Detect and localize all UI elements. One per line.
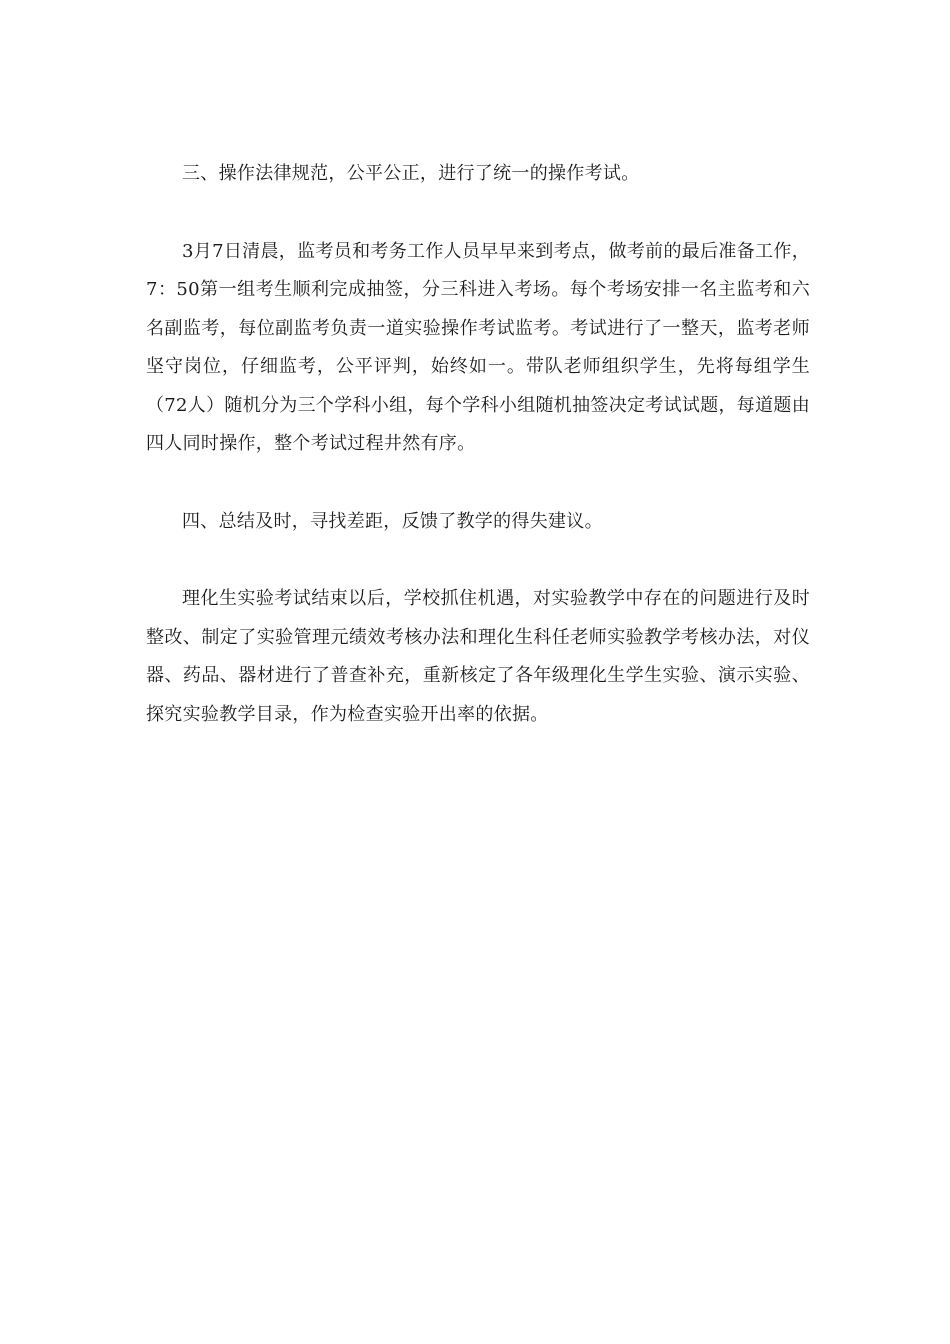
section-4-paragraph: 理化生实验考试结束以后，学校抓住机遇，对实验教学中存在的问题进行及时整改、制定了实验管理元绩效考核办法和理化生科任老师实验教学考核办法，对仪器、药品、器材进行了普查补充，重新核定了各年级理化生学生实验、演示实验、探究实验教学目录，作为检查实验开出率的依据。 <box>146 588 810 725</box>
section-4-heading: 四、总结及时，寻找差距，反馈了教学的得失建议。 <box>182 510 603 532</box>
section-3-heading: 三、操作法律规范，公平公正，进行了统一的操作考试。 <box>182 163 640 184</box>
document-body <box>146 155 810 773</box>
section-3-paragraph: 3月7日清晨，监考员和考务工作人员早早来到考点，做考前的最后准备工作，7：50第一组考生顺利完成抽签，分三科进入考场。每个考场安排一名主监考和六名副监考，每位副监考负责一道实验操作考试监考。考试进行了一整天，监考老师坚守岗位，仔细监考，公平评判，始终如一。带队老师组织学生，先将每组学生（72人）随机分为三个学科小组，每个学科小组随机抽签决定考试试题，每道题由四人同时操作，整个考试过程井然有序。 <box>146 240 811 454</box>
